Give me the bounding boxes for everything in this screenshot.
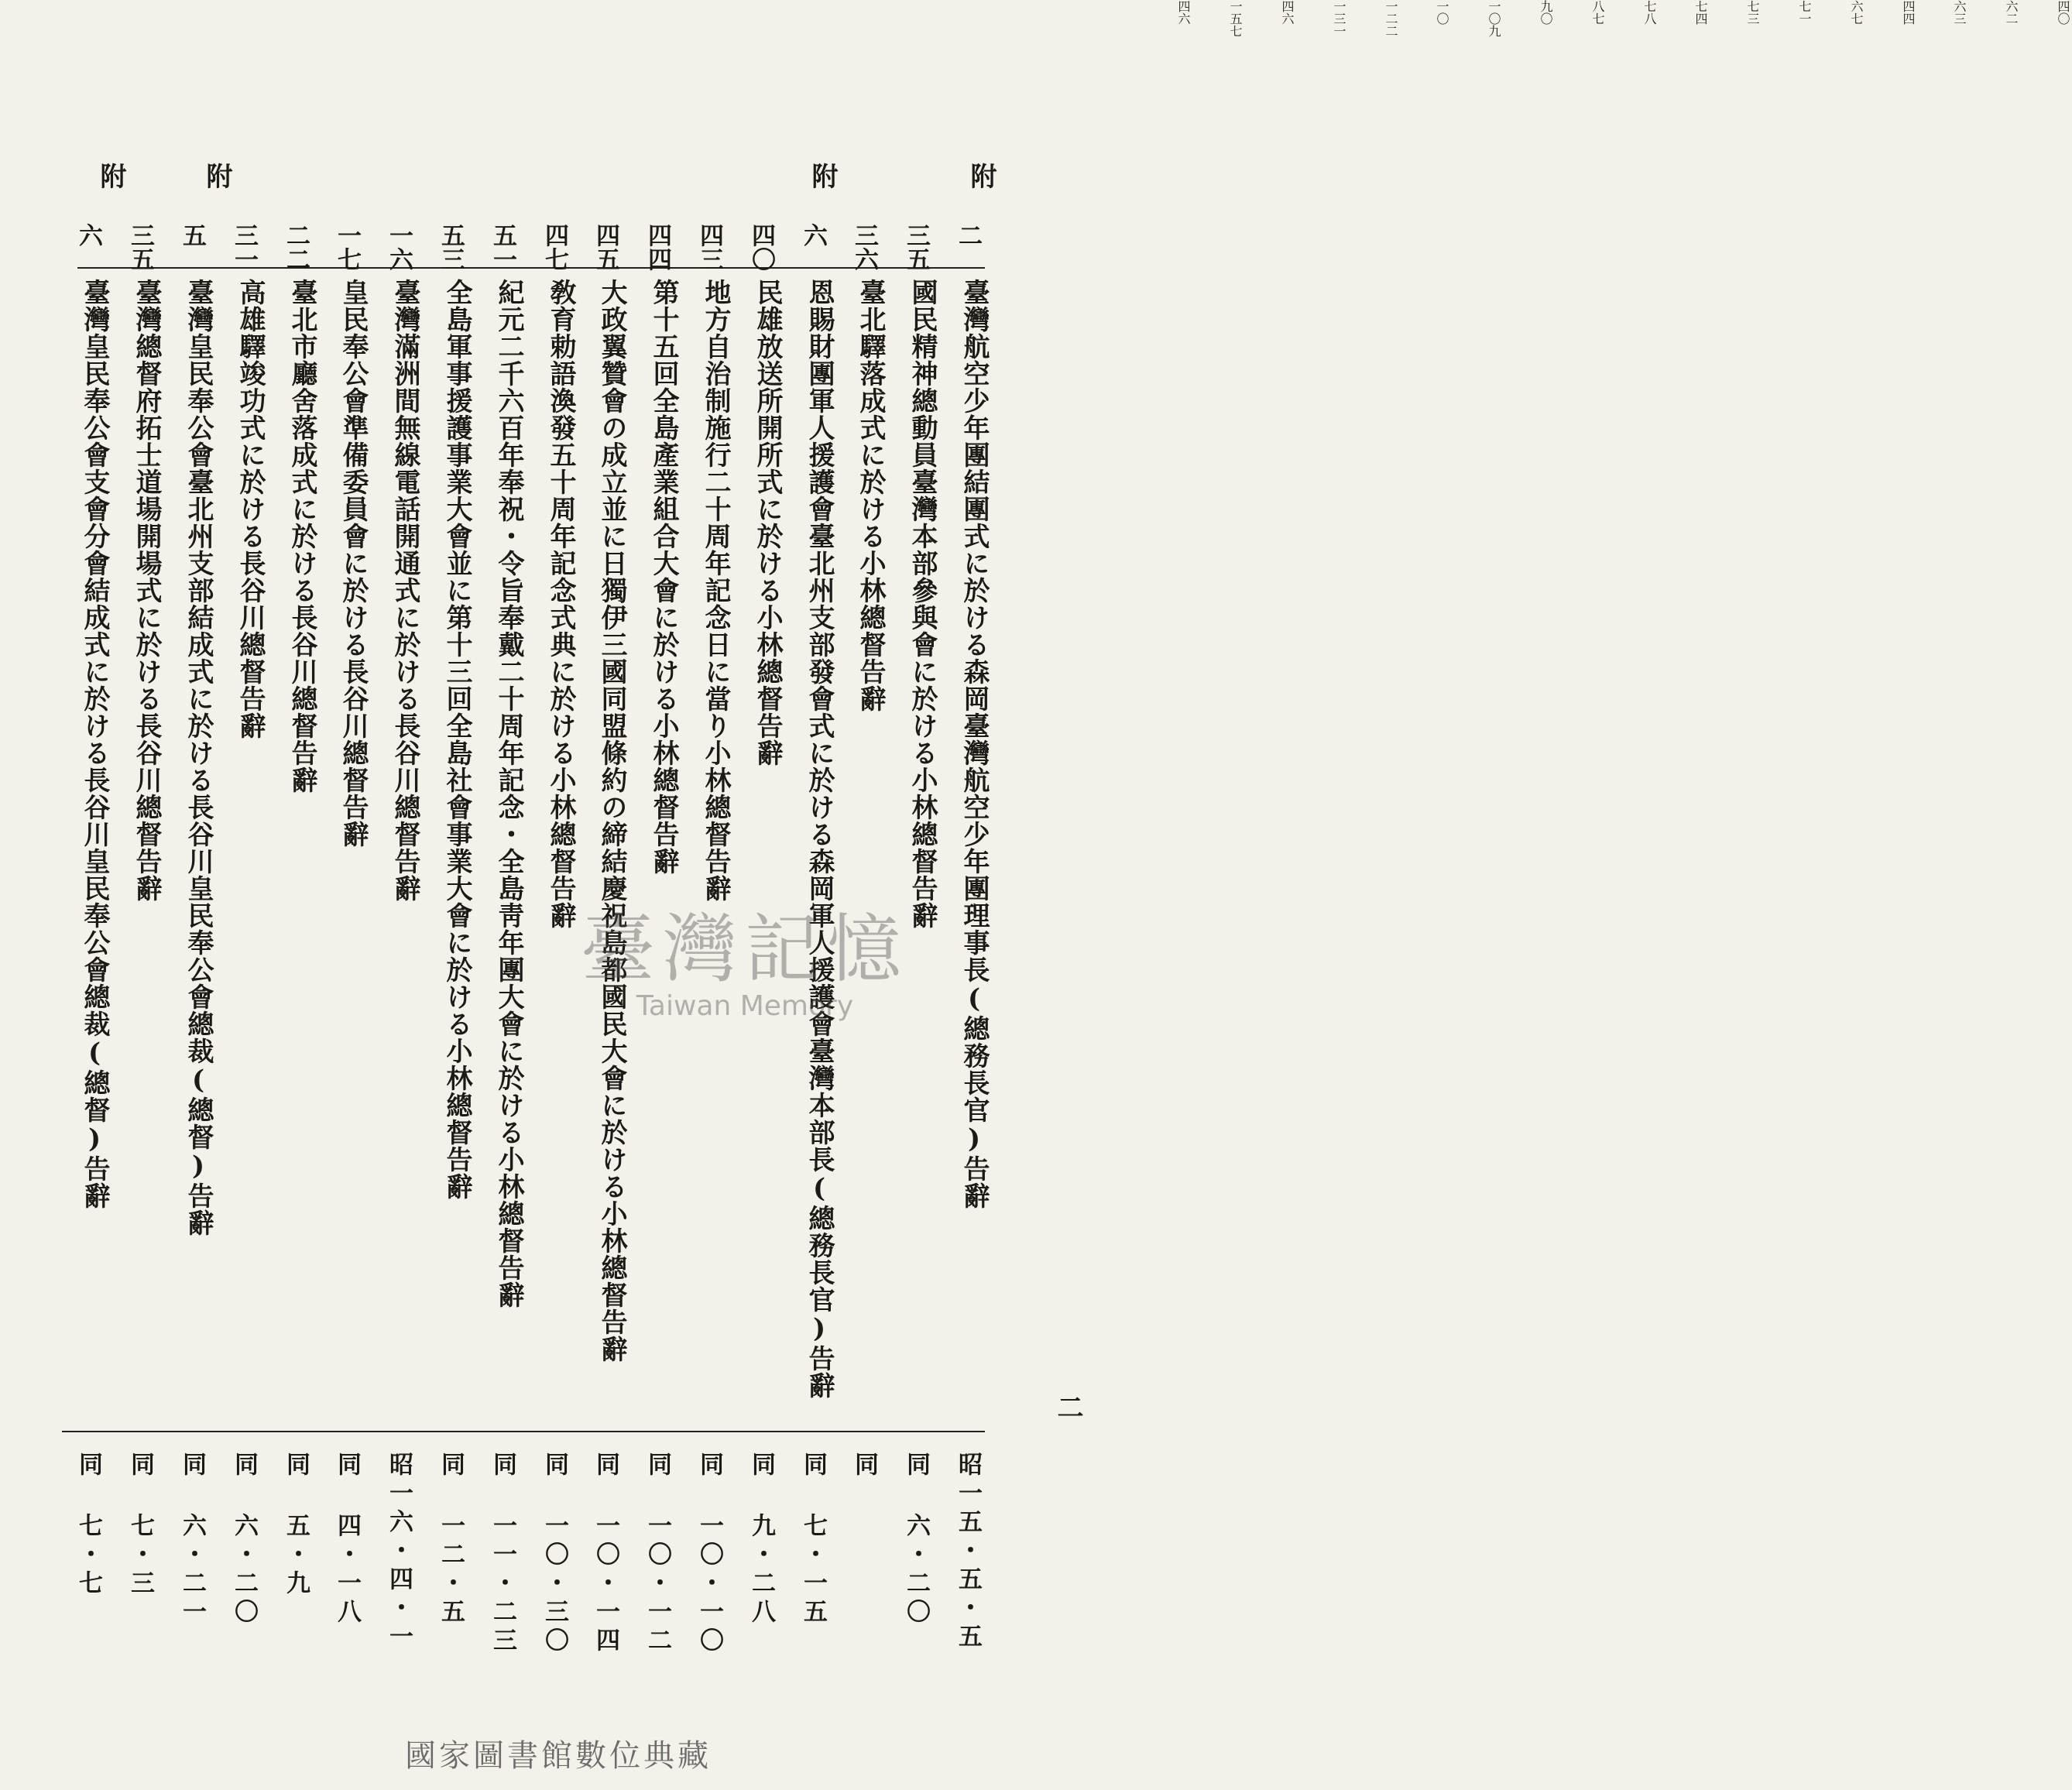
entry-number: 四三 — [695, 223, 723, 271]
entry-date: 同 一〇・一二 — [643, 1452, 671, 1656]
entry-page: 八七 — [1590, 0, 1605, 25]
entry-number: 四〇 — [747, 223, 775, 271]
entry-date: 同 一〇・一四 — [592, 1452, 619, 1656]
entry-number: 一七 — [333, 223, 361, 271]
entry-number: 二二 — [282, 223, 310, 271]
entry-number: 三六 — [850, 223, 878, 271]
entry-number: 二 — [954, 223, 982, 247]
appendix-label: 附 — [807, 163, 838, 189]
entry-date: 同 六・二〇 — [902, 1452, 930, 1627]
entry-date: 同 一二・五 — [437, 1452, 465, 1627]
entry-title: 臺北市廳舍落成式に於ける長谷川總督告辭 — [286, 279, 317, 794]
entry-date: 同 六・二一 — [178, 1452, 206, 1627]
entry-title: 大政翼贊會の成立並に日獨伊三國同盟條約の締結慶祝島都國民大會に於ける小林總督告辭 — [596, 279, 627, 1363]
entry-date: 同 六・二〇 — [230, 1452, 258, 1627]
entry-number: 五 — [178, 223, 206, 247]
entry-page: 四六 — [1280, 0, 1295, 25]
entry-number: 六 — [799, 223, 827, 247]
entry-page: 六二 — [2004, 0, 2019, 25]
entry-title: 臺灣皇民奉公會臺北州支部結成式に於ける長谷川皇民奉公會總裁(總督)告辭 — [183, 279, 214, 1236]
entry-page: 七三 — [1745, 0, 1760, 25]
entry-number: 五三 — [437, 223, 465, 271]
entry-date: 同 一〇・三〇 — [540, 1452, 568, 1656]
entry-date: 昭一五・五・五 — [954, 1452, 982, 1652]
entry-page: 四六 — [1176, 0, 1191, 25]
entry-page: 一二二 — [1384, 0, 1398, 37]
entry-page: 四〇 — [2056, 0, 2070, 25]
entry-title: 高雄驛竣功式に於ける長谷川總督告辭 — [235, 279, 266, 739]
entry-title: 臺灣滿洲間無線電話開通式に於ける長谷川總督告辭 — [389, 279, 420, 902]
entry-title: 臺北驛落成式に於ける小林總督告辭 — [855, 279, 886, 712]
entry-title: 臺灣皇民奉公會支會分會結成式に於ける長谷川皇民奉公會總裁(總督)告辭 — [79, 279, 110, 1209]
entry-title: 恩賜財團軍人援護會臺北州支部發會式に於ける森岡軍人援護會臺灣本部長(總務長官)告辭 — [804, 279, 835, 1399]
watermark-logo-text: Taiwan Memory — [636, 990, 854, 1022]
entry-page: 六七 — [1849, 0, 1864, 25]
entry-title: 全島軍事援護事業大會並に第十三回全島社會事業大會に於ける小林總督告辭 — [441, 279, 472, 1200]
entry-date: 同 九・二八 — [747, 1452, 775, 1627]
entry-number: 四五 — [592, 223, 619, 271]
entry-title: 皇民奉公會準備委員會に於ける長谷川總督告辭 — [338, 279, 369, 848]
entry-number: 四七 — [540, 223, 568, 271]
entry-number: 五一 — [489, 223, 516, 271]
entry-date: 同 — [850, 1452, 878, 1480]
entry-date: 同 一〇・一〇 — [695, 1452, 723, 1656]
entry-page: 四四 — [1901, 0, 1916, 25]
entry-title: 臺灣航空少年團結團式に於ける森岡臺灣航空少年團理事長(總務長官)告辭 — [959, 279, 990, 1209]
entry-date: 同 七・一五 — [799, 1452, 827, 1627]
entry-page: 六三 — [1952, 0, 1967, 25]
entry-page: 一〇 — [1435, 0, 1449, 25]
entry-title: 第十五回全島產業組合大會に於ける小林總督告辭 — [648, 279, 679, 875]
entry-title: 臺灣總督府拓士道場開場式に於ける長谷川總督告辭 — [131, 279, 162, 902]
watermark-logo: 臺灣記憶 — [581, 906, 909, 993]
archive-footer: 國家圖書館數位典藏 — [405, 1738, 712, 1774]
appendix-label: 附 — [201, 163, 232, 189]
entry-page: 一〇九 — [1487, 0, 1501, 37]
entry-title: 紀元二千六百年奉祝・令旨奉戴二十周年記念・全島靑年團大會に於ける小林總督告辭 — [493, 279, 524, 1308]
entry-number: 三五 — [126, 223, 154, 271]
entry-number: 三一 — [230, 223, 258, 271]
entry-page: 一五七 — [1228, 0, 1243, 37]
watermark — [581, 890, 909, 1022]
entry-title: 地方自治制施行二十周年記念日に當り小林總督告辭 — [700, 279, 731, 902]
entry-number: 六 — [74, 223, 102, 247]
entry-page: 九〇 — [1539, 0, 1553, 25]
appendix-label: 附 — [95, 163, 126, 189]
entry-date: 同 七・三 — [126, 1452, 154, 1599]
entry-number: 三五 — [902, 223, 930, 271]
entry-date: 昭一六・四・一 — [385, 1452, 413, 1652]
entry-page: 七四 — [1693, 0, 1708, 25]
page-number: 二 — [1052, 1394, 1083, 1420]
entry-page: 七一 — [1797, 0, 1812, 25]
entry-number: 四四 — [643, 223, 671, 271]
entry-date: 同 四・一八 — [333, 1452, 361, 1627]
entry-page: 一三一 — [1332, 0, 1346, 37]
entry-date: 同 五・九 — [282, 1452, 310, 1599]
entry-date: 同 一一・二三 — [489, 1452, 516, 1656]
entry-date: 同 七・七 — [74, 1452, 102, 1599]
entry-title: 國民精神總動員臺灣本部參與會に於ける小林總督告辭 — [907, 279, 938, 929]
appendix-label: 附 — [966, 163, 997, 189]
entry-title: 敎育勅語渙發五十周年記念式典に於ける小林總督告辭 — [545, 279, 576, 929]
entry-title: 民雄放送所開所式に於ける小林總督告辭 — [752, 279, 783, 766]
entry-number: 一六 — [385, 223, 413, 271]
entry-page: 七八 — [1642, 0, 1657, 25]
